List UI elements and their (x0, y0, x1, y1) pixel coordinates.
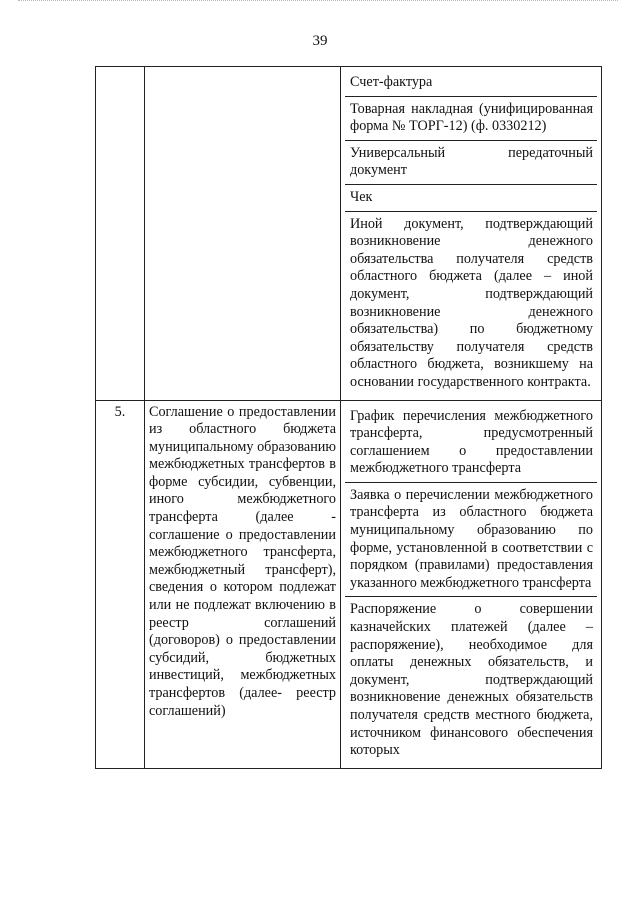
basis-document: Чек (345, 185, 597, 212)
document-table (95, 66, 602, 769)
basis-document: Универсальный передаточный документ (345, 141, 597, 185)
top-edge-line (18, 0, 618, 4)
document-name-cell (145, 67, 341, 401)
basis-document: Счет-фактура (345, 70, 597, 97)
table-row (96, 400, 602, 768)
basis-document: Иной документ, подтверждающий возникновение денежного обязательства получателя средств областного бюджета (далее – иной документ, подтверждающий возникновение денежного обязательства) по бюджетному обязательству получателя средств областного бюджета, возникшему на основании государственного контракта. (350, 215, 593, 390)
basis-documents-cell (341, 67, 602, 401)
basis-document: Распоряжение о совершении казначейских платежей (далее – распоряжение), необходимое для оплаты денежных обязательств, и документ, подтверждающий возникновение денежных обязательств получателя средств местного бюджета, источником финансового обеспечения которых (350, 601, 593, 759)
page-number: 39 (312, 33, 328, 49)
document-name-cell: Соглашение о предоставлении из областного бюджета муниципальному образованию межбюджетных трансфертов в форме субсидии, субвенции, иного межбюджетного трансферта (далее - соглашение о предоставлении межбюджетного трансферта, межбюджетный трансферт), сведения о котором подлежат или не подлежат включению в реестр соглашений (договоров) о предоставлении субсидий, бюджетных инвестиций, межбюджетных трансфертов (далее- реестр соглашений) (145, 400, 341, 768)
table-row (96, 67, 602, 401)
row-number-cell (96, 67, 145, 401)
basis-document: Товарная накладная (унифицированная форма № ТОРГ-12) (ф. 0330212) (345, 97, 597, 141)
basis-document: График перечисления межбюджетного трансферта, предусмотренный соглашением о предоставлении межбюджетного трансферта (345, 404, 597, 483)
basis-documents-cell (341, 400, 602, 768)
row-number-cell: 5. (96, 400, 145, 768)
basis-document: Заявка о перечислении межбюджетного трансферта из областного бюджета муниципальному образованию по форме, установленной в соответствии с порядком (правилами) предоставления указанного межбюджетного трансферта (345, 483, 597, 598)
